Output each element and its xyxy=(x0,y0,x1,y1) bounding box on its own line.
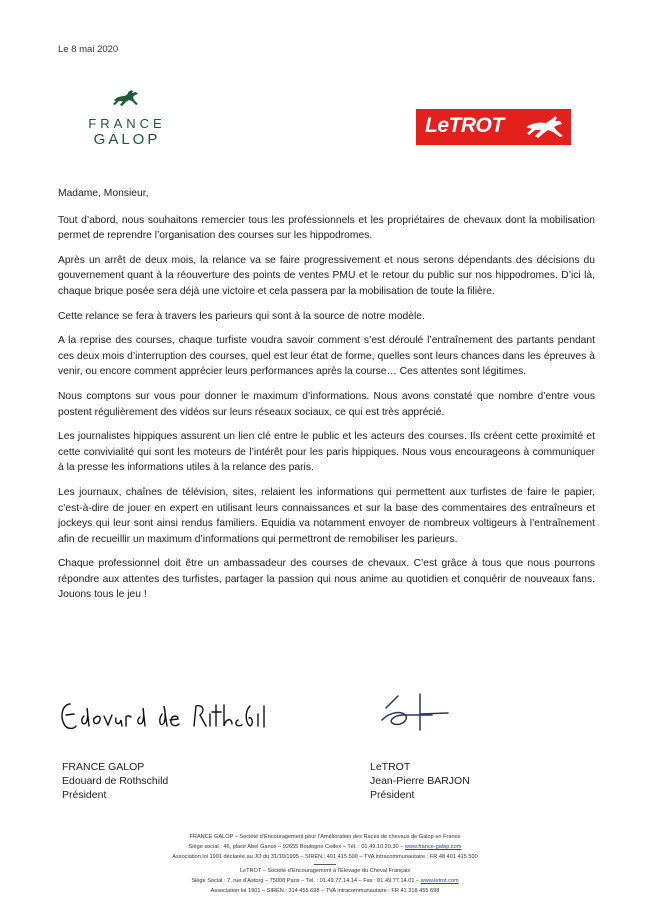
footer-lt-address: Siège Social : 7, rue d’Astorg – 75008 Paris – Tél. : 01.49.77.14.14 – Fax : 01.49.77.14.01 – xyxy=(191,877,421,884)
paragraph: Les journalistes hippiques assurent un lien clé entre le public et les acteurs des courses. Ils créent cette proximité et cette convivialité qui sont les moteurs de l’intérêt pour les paris hippiques. Nous vous encourageons à communiquer à la presse les informations utiles à la relance des paris. xyxy=(58,431,595,474)
signer-left-title: Président xyxy=(62,789,107,801)
letrot-logo-text: LeTROT xyxy=(425,114,504,137)
signer-left-name: Edouard de Rothschild xyxy=(62,775,169,787)
paragraph: Tout d’abord, nous souhaitons remercier tous les professionnels et les propriétaires de chevaux dont la mobilisation permet de reprendre l’organisation des courses sur les hippodromes. xyxy=(58,214,595,242)
signer-left xyxy=(62,760,168,802)
france-galop-website-link[interactable]: www.france-galop.com xyxy=(404,844,462,851)
paragraph: A la reprise des courses, chaque turfiste voudra savoir comment s’est déroulé l’entraînement des partants pendant ces deux mois d’interruption des courses, quel est leur état de forme, quelles sont leurs chances dans les épreuves à venir, ou encore comment apprécier leurs performances après la course… Ces attentes sont légitimes. xyxy=(58,335,595,378)
paragraph: Nous comptons sur vous pour donner le maximum d’informations. Nous avons constaté que nombre d’entre vous postent régulièrement des vidéos sur leurs réseaux sociaux, ce qui est très apprécié. xyxy=(58,390,595,418)
france-galop-logo xyxy=(62,86,192,152)
footer-divider xyxy=(314,864,336,865)
letter-footer xyxy=(0,832,650,896)
letter-date: Le 8 mai 2020 xyxy=(58,44,119,55)
signer-right-name: Jean-Pierre BARJON xyxy=(370,775,470,787)
signer-right xyxy=(370,760,470,802)
footer-fg-address: Siège social : 46, place Abel Gance – 92655 Boulogne Cedex – Tél. : 01.49.10.20.30 – xyxy=(188,844,405,851)
paragraph: Chaque professionnel doit être un ambassadeur des courses de chevaux. C’est grâce à tous que nous pourrons répondre aux attentes des turfistes, partager la passion qui nous anime au quotidien et conquérir de nouveaux fans. Jouons tous le jeu ! xyxy=(58,558,595,601)
barjon-signature xyxy=(376,690,456,732)
paragraph: Après un arrêt de deux mois, la relance va se faire progressivement et nous serons dépendants des décisions du gouvernement quant à la réouverture des points de ventes PMU et le retour du public sur nos hippodromes. D’ici là, chaque brique posée sera déjà une victoire et cela passera par la mobilisation de toute la filière. xyxy=(58,254,595,297)
letrot-website-link[interactable]: www.letrot.com xyxy=(420,877,459,884)
signer-left-org: FRANCE GALOP xyxy=(62,761,145,773)
footer-lt-line1: LeTROT – Société d’Encouragement à l’Elevage du Cheval Français xyxy=(239,867,411,874)
letrot-logo xyxy=(416,109,571,145)
footer-fg-line3: Association loi 1901 déclarée au JO du 31/10/1995 – SIREN : 401 415 500 – TVA intracommunautaire : FR 48 401 415 500 xyxy=(172,854,478,861)
paragraph: Cette relance se fera à travers les parieurs qui sont à la source de notre modèle. xyxy=(58,310,425,322)
galloping-horse-icon xyxy=(110,86,144,110)
france-galop-logo-line1: FRANCE xyxy=(88,116,166,131)
trotting-horse-icon xyxy=(524,114,566,140)
footer-lt-line2 xyxy=(0,876,650,886)
signer-right-org: LeTROT xyxy=(370,761,411,773)
letter-body xyxy=(58,186,595,612)
rothschild-signature xyxy=(54,696,284,736)
footer-lt-line3: Association loi 1901 – SIREN : 314 455 698 – TVA intracommunautaire : FR 41 318 455 698 xyxy=(210,888,440,895)
signer-right-title: Président xyxy=(370,789,415,801)
salutation: Madame, Monsieur, xyxy=(58,188,149,199)
footer-fg-line2 xyxy=(0,842,650,852)
footer-fg-line1: FRANCE GALOP – Société d’Encouragement pour l’Amélioration des Races de chevaux de Galop en France xyxy=(189,834,461,840)
paragraph: Les journaux, chaînes de télévision, sites, relaient les informations qui permettent aux turfistes de faire le papier, c’est-à-dire de jouer en expert en utilisant leurs connaissances et sur la base des commentaires des entraîneurs et jockeys qui leur sont ainsi rendus familiers. Equidia va notamment envoyer de nombreux voltigeurs à l’entraînement afin de recueillir un maximum d’informations qui permettront de remobiliser les parieurs. xyxy=(58,486,595,545)
france-galop-logo-line2: GALOP xyxy=(93,131,161,148)
